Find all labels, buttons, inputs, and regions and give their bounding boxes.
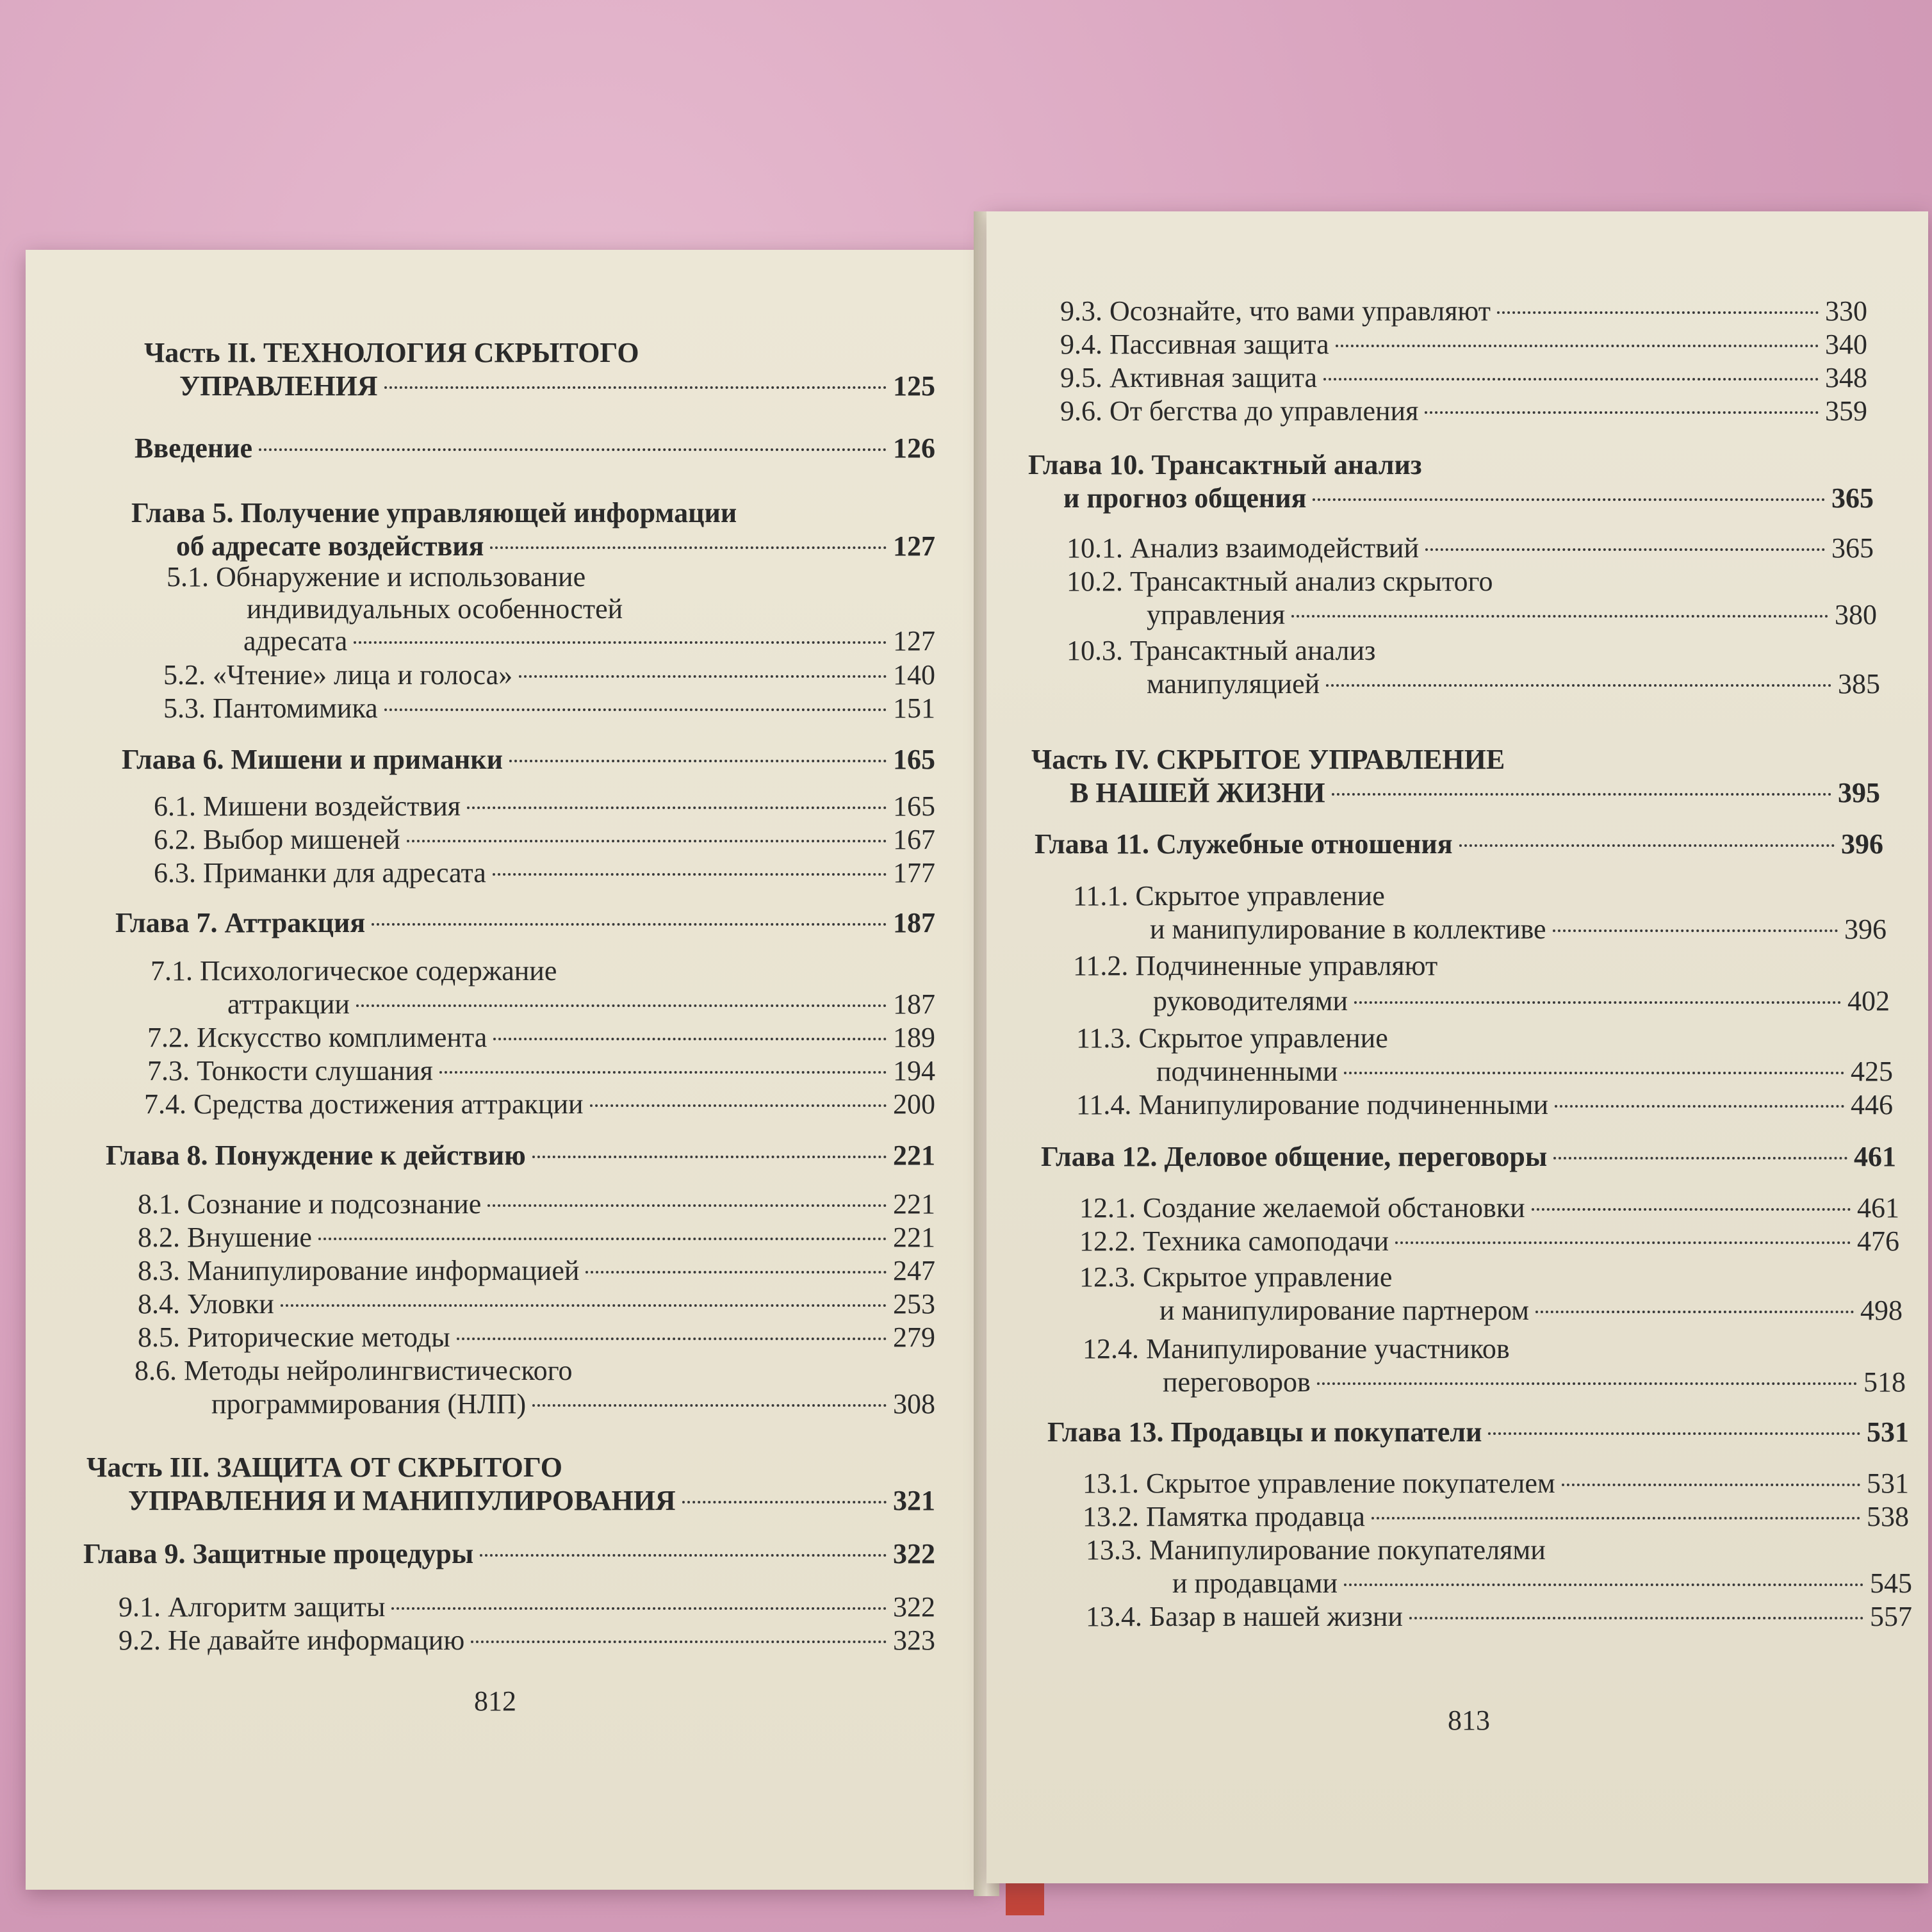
toc-section-row: 8.1. Сознание и подсознание 221 <box>138 1188 935 1220</box>
toc-part-heading-row: В НАШЕЙ ЖИЗНИ 395 <box>1070 777 1880 808</box>
toc-chapter-heading: Глава 10. Трансактный анализ <box>1028 449 1422 480</box>
toc-section-row: управления 380 <box>1147 599 1877 630</box>
toc-section-line: 11.2. Подчиненные управляют <box>1073 950 1438 981</box>
toc-section-row: манипуляцией 385 <box>1147 668 1880 700</box>
toc-part-heading: Часть II. ТЕХНОЛОГИЯ СКРЫТОГО <box>144 337 639 368</box>
toc-section-row: 10.1. Анализ взаимодействий 365 <box>1067 532 1874 564</box>
left-page <box>26 250 986 1890</box>
toc-section-row: руководителями 402 <box>1153 985 1890 1017</box>
toc-chapter-row: и прогноз общения 365 <box>1063 482 1874 514</box>
toc-section-row: 9.6. От бегства до управления 359 <box>1060 395 1867 427</box>
toc-section-row: адресата 127 <box>243 625 935 657</box>
toc-section-row: 8.3. Манипулирование информацией 247 <box>138 1255 935 1286</box>
toc-section-row: и продавцами 545 <box>1172 1568 1912 1599</box>
toc-section-row: 11.4. Манипулирование подчиненными 446 <box>1076 1089 1893 1120</box>
toc-section-row: 12.2. Техника самоподачи 476 <box>1079 1225 1899 1257</box>
toc-section-line: 12.4. Манипулирование участников <box>1083 1333 1510 1364</box>
toc-section-row: 7.2. Искусство комплимента 189 <box>147 1022 935 1053</box>
toc-entry-intro: Введение 126 <box>135 432 935 464</box>
toc-chapter-row: Глава 13. Продавцы и покупатели 531 <box>1047 1416 1909 1448</box>
toc-section-row: 13.4. Базар в нашей жизни 557 <box>1086 1601 1912 1632</box>
toc-section-row: 9.1. Алгоритм защиты 322 <box>119 1591 935 1623</box>
toc-section-row: 9.2. Не давайте информацию 323 <box>119 1625 935 1656</box>
toc-section-row: аттракции 187 <box>227 988 935 1020</box>
toc-section-line: 8.6. Методы нейролингвистического <box>135 1355 573 1386</box>
toc-section-row: 8.5. Риторические методы 279 <box>138 1322 935 1353</box>
toc-chapter-row: Глава 7. Аттракция 187 <box>115 907 935 938</box>
toc-section-line: 13.3. Манипулирование покупателями <box>1086 1534 1546 1566</box>
toc-part-heading: Часть IV. СКРЫТОЕ УПРАВЛЕНИЕ <box>1031 744 1505 775</box>
toc-section-row: 9.3. Осознайте, что вами управляют 330 <box>1060 295 1867 327</box>
toc-chapter-row: Глава 6. Мишени и приманки 165 <box>122 744 935 775</box>
toc-chapter-row: Глава 12. Деловое общение, переговоры 461 <box>1041 1141 1896 1172</box>
toc-section-row: 8.4. Уловки 253 <box>138 1288 935 1320</box>
right-page <box>986 211 1928 1883</box>
toc-chapter-row: Глава 8. Понуждение к действию 221 <box>106 1140 935 1171</box>
toc-chapter-row: Глава 9. Защитные процедуры 322 <box>83 1538 935 1569</box>
page-number: 812 <box>474 1685 516 1717</box>
toc-section-line: 12.3. Скрытое управление <box>1079 1261 1393 1293</box>
toc-section-row: 6.3. Приманки для адресата 177 <box>154 857 935 888</box>
toc-section-row: переговоров 518 <box>1163 1366 1906 1398</box>
toc-section-row: 13.2. Памятка продавца 538 <box>1083 1501 1909 1532</box>
toc-section-line: 7.1. Психологическое содержание <box>151 955 557 986</box>
toc-section-row: и манипулирование в коллективе 396 <box>1150 913 1887 945</box>
toc-section-line: 10.2. Трансактный анализ скрытого <box>1067 566 1493 597</box>
toc-section-row: 7.4. Средства достижения аттракции 200 <box>144 1088 935 1120</box>
toc-section-row: программирования (НЛП) 308 <box>211 1388 935 1420</box>
toc-section-row: подчиненными 425 <box>1156 1056 1893 1087</box>
toc-section-row: 5.3. Пантомимика 151 <box>163 692 935 724</box>
page-number: 813 <box>1448 1705 1490 1736</box>
toc-section-row: и манипулирование партнером 498 <box>1159 1295 1903 1326</box>
toc-section-row: 8.2. Внушение 221 <box>138 1222 935 1253</box>
toc-section-row: 13.1. Скрытое управление покупателем 531 <box>1083 1468 1909 1499</box>
toc-section-row: 6.2. Выбор мишеней 167 <box>154 824 935 855</box>
toc-section-row: 12.1. Создание желаемой обстановки 461 <box>1079 1192 1899 1224</box>
toc-section-line: 11.3. Скрытое управление <box>1076 1022 1388 1054</box>
toc-part-heading-row: УПРАВЛЕНИЯ И МАНИПУЛИРОВАНИЯ 321 <box>128 1485 935 1516</box>
toc-section-line: 11.1. Скрытое управление <box>1073 880 1385 912</box>
toc-chapter-row: Глава 11. Служебные отношения 396 <box>1035 828 1883 860</box>
toc-section-row: 9.4. Пассивная защита 340 <box>1060 329 1867 360</box>
toc-section-row: 7.3. Тонкости слушания 194 <box>147 1055 935 1086</box>
toc-section-row: 5.2. «Чтение» лица и голоса» 140 <box>163 659 935 691</box>
toc-section-line: индивидуальных особенностей <box>247 593 623 625</box>
toc-section-row: 9.5. Активная защита 348 <box>1060 362 1867 393</box>
toc-chapter-row: об адресате воздействия 127 <box>176 530 935 562</box>
toc-part-heading: Часть III. ЗАЩИТА ОТ СКРЫТОГО <box>86 1452 562 1483</box>
toc-chapter-heading: Глава 5. Получение управляющей информации <box>131 497 737 528</box>
toc-section-line: 10.3. Трансактный анализ <box>1067 635 1376 666</box>
toc-section-line: 5.1. Обнаружение и использование <box>167 561 586 593</box>
toc-section-row: 6.1. Мишени воздействия 165 <box>154 790 935 822</box>
toc-part-heading-row: УПРАВЛЕНИЯ 125 <box>179 370 935 402</box>
